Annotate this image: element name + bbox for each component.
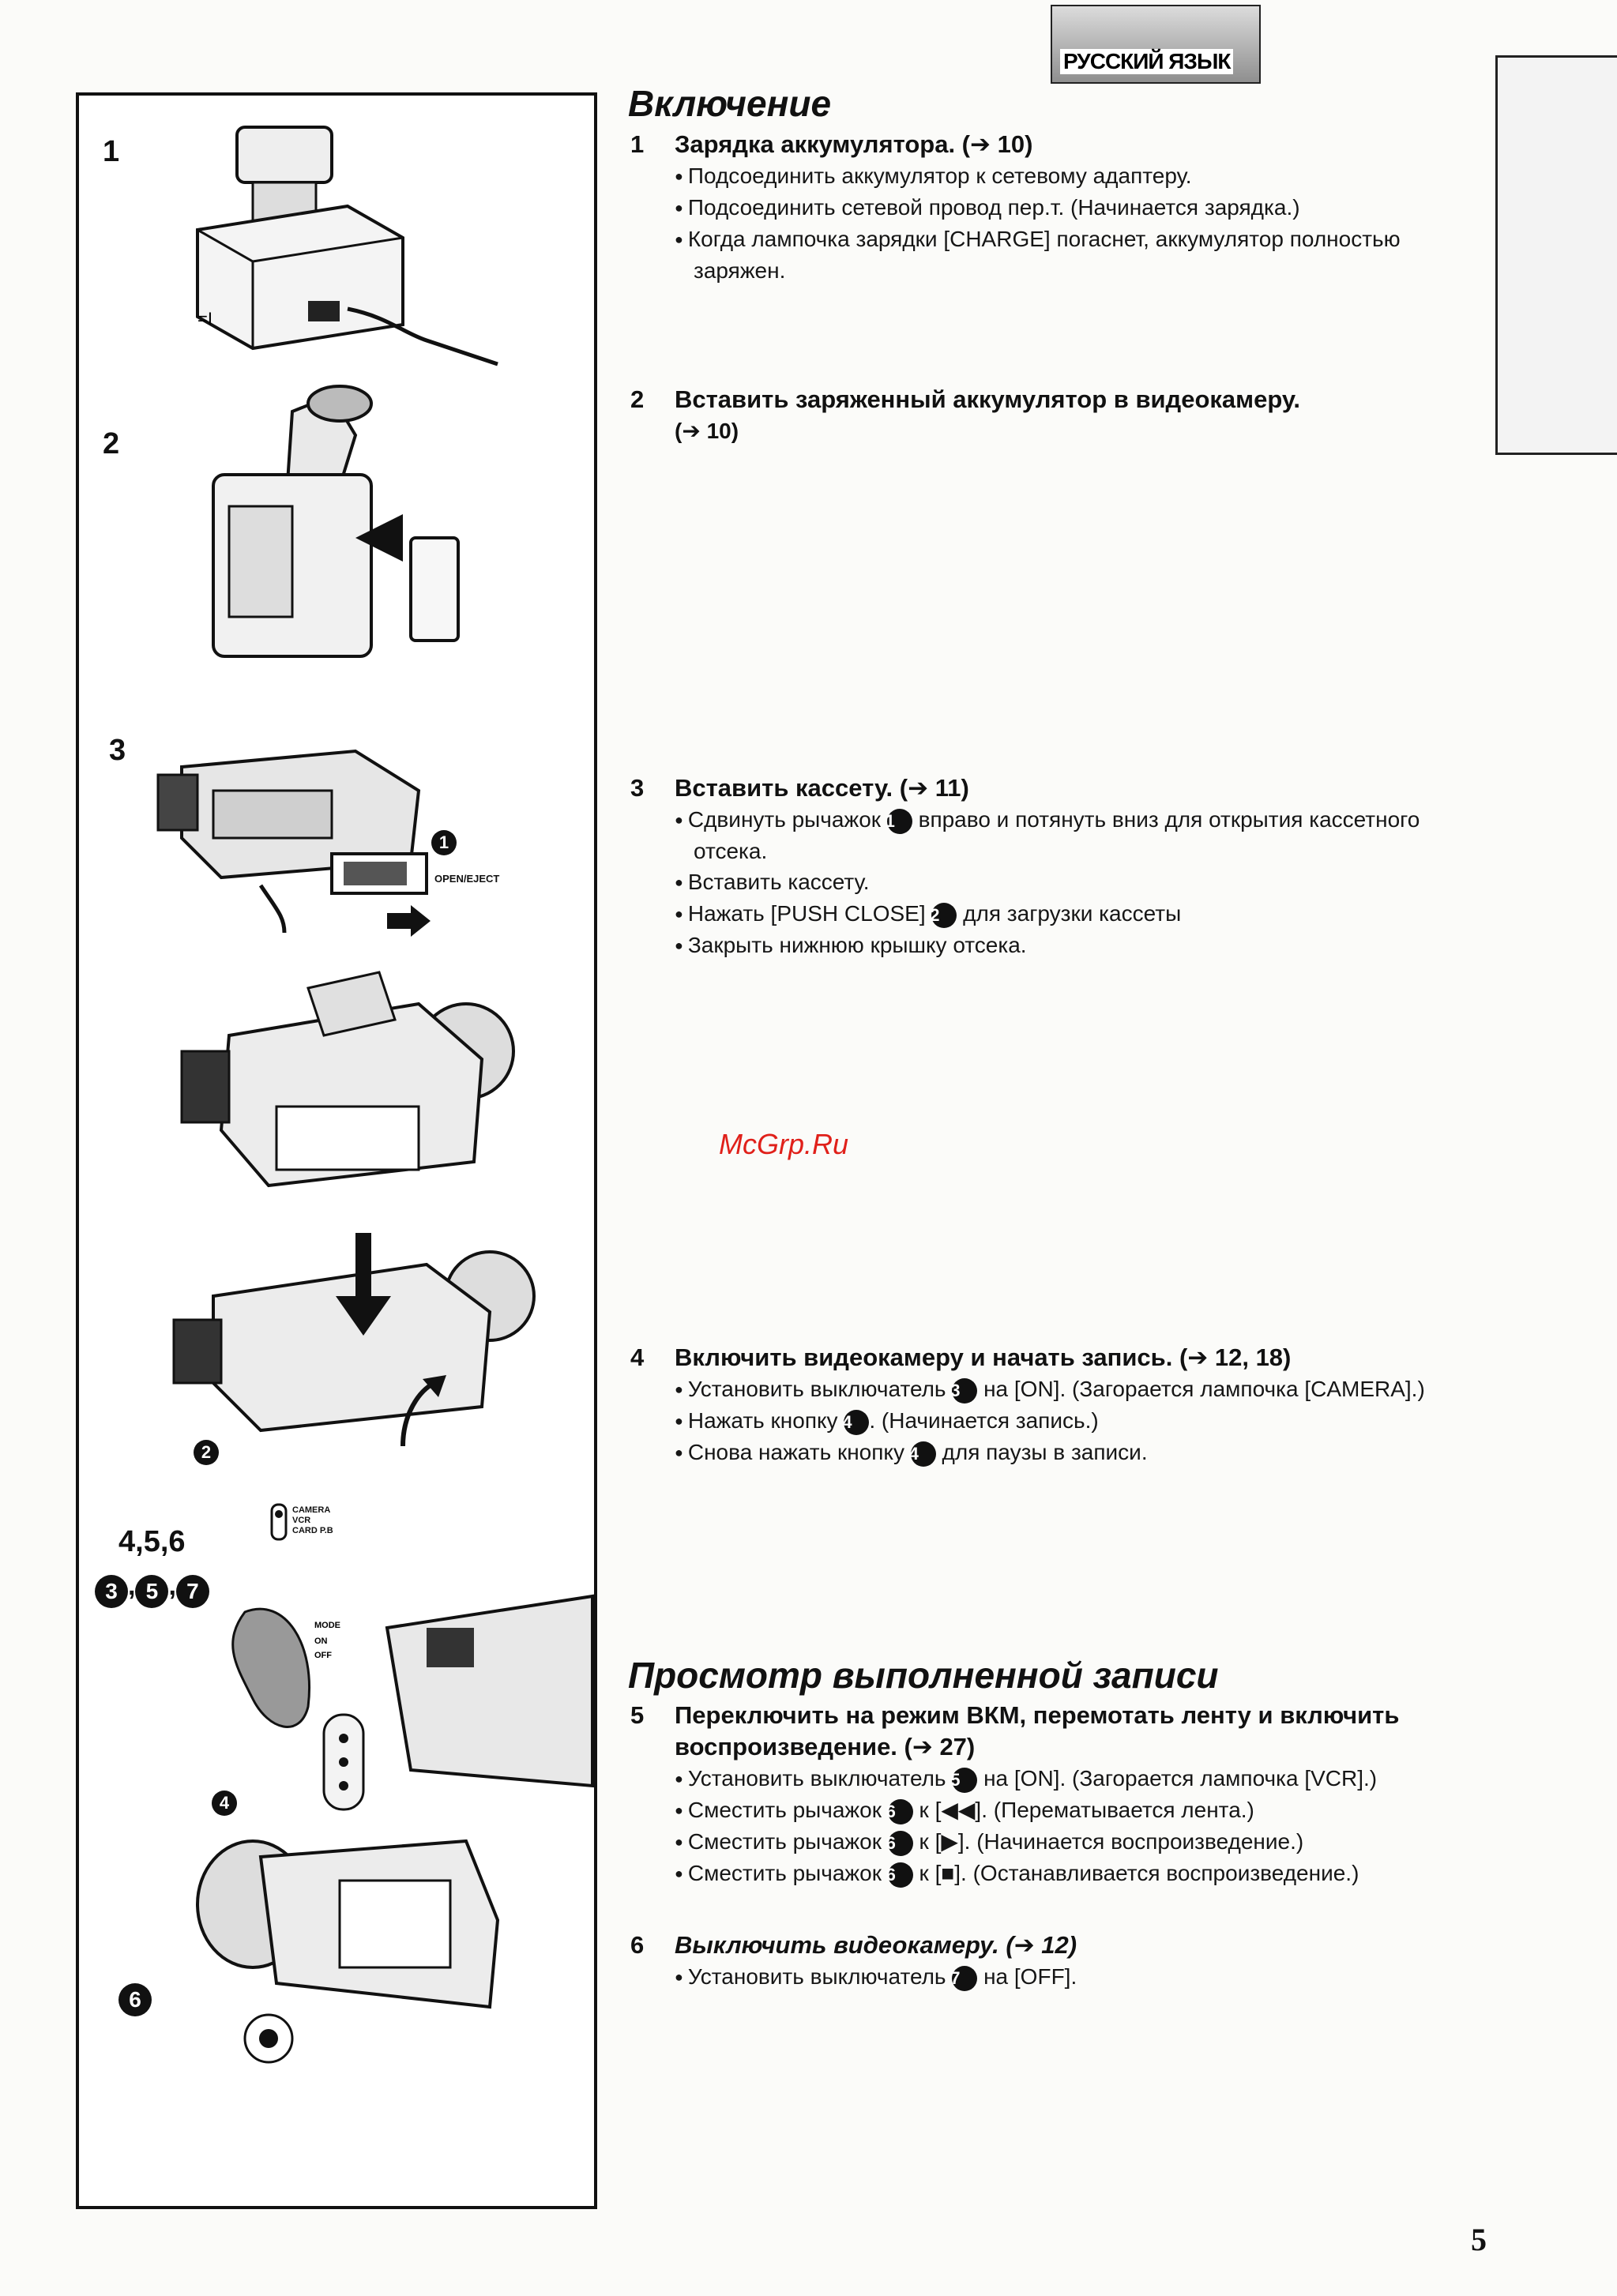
callout-7-inline: 7 bbox=[952, 1966, 977, 1991]
illustration-label-456: 4,5,6 bbox=[118, 1525, 186, 1558]
illustration-label-2: 2 bbox=[103, 427, 120, 460]
step-1-bullet: ● Когда лампочка зарядки [CHARGE] погаснет, аккумулятор полностью заряжен. bbox=[675, 224, 1405, 286]
callout-2-inline: 2 bbox=[931, 903, 957, 928]
watermark: McGrp.Ru bbox=[719, 1128, 849, 1160]
playback-illustration bbox=[182, 1794, 577, 2062]
step-2-heading: Вставить заряженный аккумулятор в видеокамеру. bbox=[675, 385, 1300, 413]
step-3-heading: Вставить кассету. (➔ 11) bbox=[675, 774, 969, 802]
callout-7: 7 bbox=[176, 1575, 209, 1608]
callout-4-inline: 4 bbox=[911, 1441, 936, 1467]
open-eject-label: OPEN/EJECT bbox=[434, 873, 500, 885]
step-4 bbox=[630, 1342, 1460, 1468]
step-5-bullet: ● Сместить рычажок 6 к [◀◀]. (Перематывается лента.) bbox=[675, 1794, 1465, 1826]
callout-2: 2 bbox=[194, 1440, 219, 1465]
page-number: 5 bbox=[1471, 2222, 1487, 2257]
switch-label-vcr: VCR bbox=[292, 1516, 311, 1525]
step-2-ref: (➔ 10) bbox=[675, 419, 739, 443]
step-6 bbox=[630, 1930, 1460, 1993]
step-4-bullet: ● Снова нажать кнопку 4 для паузы в записи. bbox=[675, 1437, 1425, 1468]
section-title-playback: Просмотр выполненной записи bbox=[628, 1655, 1219, 1696]
callout-1-illustration bbox=[431, 830, 457, 855]
cassette-close-illustration bbox=[166, 1217, 561, 1486]
step-3-bullet: ● Вставить кассету. bbox=[675, 866, 1425, 898]
callout-6-inline: 6 bbox=[888, 1799, 913, 1824]
svg-text:MODE: MODE bbox=[314, 1621, 340, 1630]
switch-label-camera: CAMERA bbox=[292, 1505, 331, 1515]
power-switch-icon bbox=[270, 1503, 289, 1543]
step-3-bullet: ● Закрыть нижнюю крышку отсека. bbox=[675, 930, 1425, 961]
step-5-bullet: ● Сместить рычажок 6 к [▶]. (Начинается воспроизведение.) bbox=[675, 1826, 1465, 1858]
step-5-number: 5 bbox=[630, 1701, 645, 1729]
step-4-bullet: ● Нажать кнопку 4 . (Начинается запись.) bbox=[675, 1405, 1425, 1437]
step-5-heading: Переключить на режим ВКМ, перемотать ленту и включить воспроизведение. (➔ 27) bbox=[675, 1701, 1400, 1761]
step-4-bullet: ● Установить выключатель 3 на [ON]. (Загорается лампочка [CAMERA].) bbox=[675, 1373, 1425, 1405]
language-tab bbox=[1051, 5, 1261, 84]
charger-illustration bbox=[166, 119, 513, 388]
step-3-number: 3 bbox=[630, 774, 645, 802]
step-2 bbox=[630, 384, 1460, 447]
illustration-label-1: 1 bbox=[103, 135, 120, 168]
step-1 bbox=[630, 129, 1460, 286]
step-6-bullet: ● Установить выключатель 7 на [OFF]. bbox=[675, 1961, 1460, 1993]
callout-3: 3 bbox=[95, 1575, 128, 1608]
step-4-number: 4 bbox=[630, 1343, 645, 1371]
step-6-heading: Выключить видеокамеру. (➔ 12) bbox=[675, 1931, 1077, 1959]
illustration-label-3: 3 bbox=[109, 734, 126, 767]
callout-1: 1 bbox=[431, 830, 457, 855]
svg-text:=I: =I bbox=[197, 309, 212, 329]
callout-1-inline: 1 bbox=[887, 809, 912, 834]
step-1-heading: Зарядка аккумулятора. (➔ 10) bbox=[675, 130, 1033, 158]
step-3-bullet: ● Нажать [PUSH CLOSE] 2 для загрузки кассеты bbox=[675, 898, 1425, 930]
cassette-insert-illustration bbox=[182, 972, 561, 1257]
step-1-number: 1 bbox=[630, 130, 645, 158]
illustration-panel bbox=[76, 92, 597, 2209]
callout-2-illustration bbox=[194, 1440, 219, 1465]
step-6-number: 6 bbox=[630, 1931, 645, 1959]
callout-6: 6 bbox=[118, 1983, 152, 2016]
step-3-bullet: ● Сдвинуть рычажок 1 вправо и потянуть вниз для открытия кассетного отсека. bbox=[675, 804, 1425, 866]
callout-3-inline: 3 bbox=[952, 1378, 977, 1404]
language-tab-label: РУССКИЙ ЯЗЫК bbox=[1060, 49, 1233, 74]
callout-6-inline: 6 bbox=[888, 1831, 913, 1856]
cassette-open-illustration bbox=[158, 720, 585, 956]
step-4-heading: Включить видеокамеру и начать запись. (➔ 12, 18) bbox=[675, 1343, 1292, 1371]
step-1-bullet: ● Подсоединить аккумулятор к сетевому адаптеру. bbox=[675, 160, 1460, 192]
step-3 bbox=[630, 772, 1460, 961]
step-5-bullet: ● Установить выключатель 5 на [ON]. (Загорается лампочка [VCR].) bbox=[675, 1763, 1465, 1794]
switch-label-card: CARD P.B bbox=[292, 1526, 333, 1535]
step-5-bullet: ● Сместить рычажок 6 к [■]. (Останавливается воспроизведение.) bbox=[675, 1858, 1465, 1889]
step-2-number: 2 bbox=[630, 385, 645, 413]
side-tab bbox=[1495, 55, 1617, 455]
battery-insert-illustration bbox=[197, 380, 545, 696]
step-1-bullet: ● Подсоединить сетевой провод пер.т. (Начинается зарядка.) bbox=[675, 192, 1460, 224]
section-title-power-on: Включение bbox=[628, 83, 832, 124]
step-5 bbox=[630, 1700, 1460, 1889]
callout-4-inline: 4 bbox=[844, 1410, 869, 1435]
svg-text:OFF: OFF bbox=[314, 1651, 332, 1660]
callout-6-illustration bbox=[118, 1983, 152, 2016]
callout-6-inline: 6 bbox=[888, 1862, 913, 1888]
svg-text:ON: ON bbox=[314, 1637, 328, 1646]
callout-5: 5 bbox=[135, 1575, 168, 1608]
callout-5-inline: 5 bbox=[952, 1768, 977, 1793]
power-switch-labels bbox=[292, 1505, 333, 1536]
callout-4: 4 bbox=[212, 1791, 237, 1816]
callout-group-357: 3 , 5 , 7 bbox=[95, 1571, 209, 1608]
